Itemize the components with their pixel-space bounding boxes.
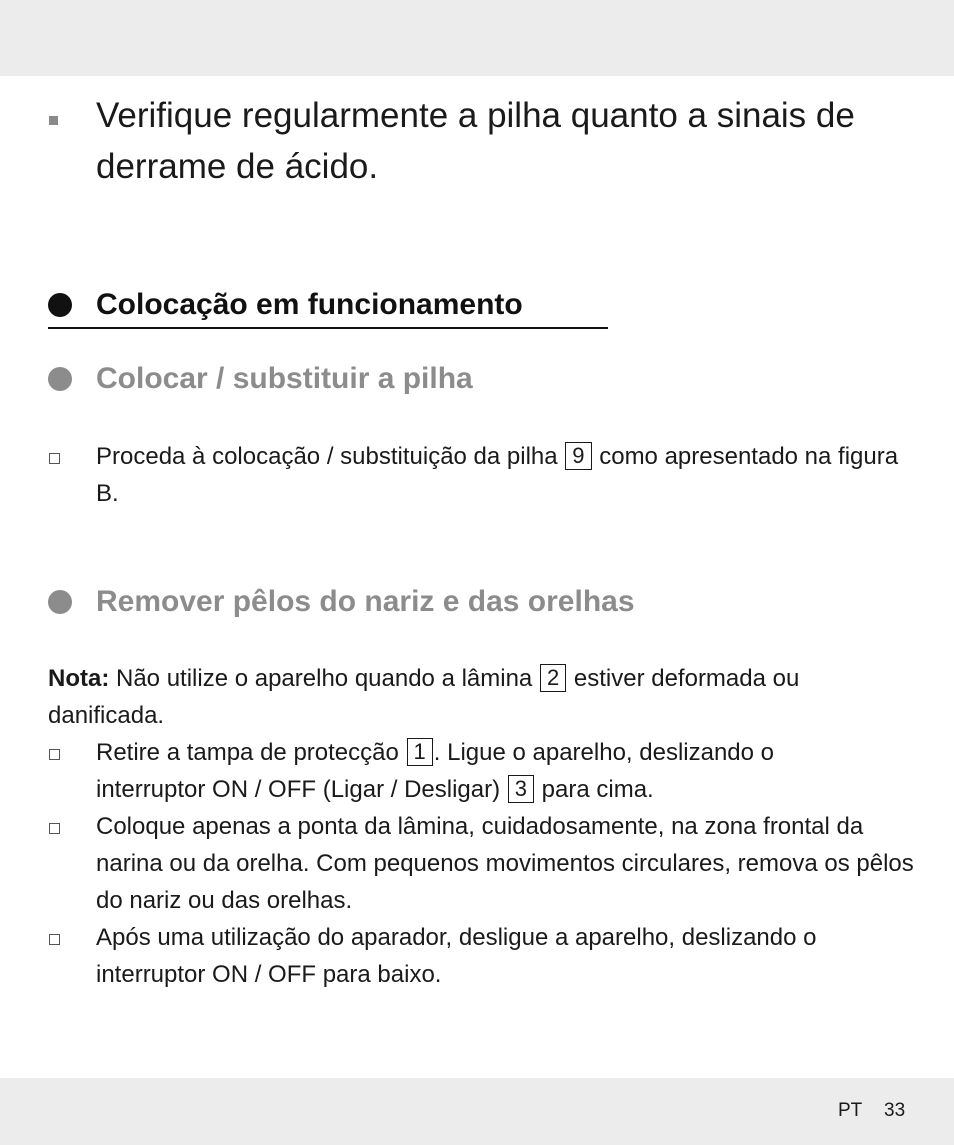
section-underline	[48, 327, 608, 329]
section-title-battery: Colocar / substituir a pilha	[96, 362, 473, 395]
note-before: Não utilize o aparelho quando a lâmina	[109, 665, 539, 692]
note-after: estiver deformada ou danificada.	[48, 665, 800, 729]
battery-step-before: Proceda à colocação / substituição da pilha	[96, 443, 565, 470]
section-dot-icon	[48, 293, 72, 317]
step-checkbox-icon	[49, 934, 60, 945]
step1-part2: . Ligue o aparelho, deslizando o interruptor ON / OFF (Ligar / Desligar)	[96, 739, 775, 803]
ref-number-2: 2	[540, 664, 566, 692]
intro-text: Verifique regularmente a pilha quanto a sinais de derrame de ácido.	[96, 96, 855, 186]
top-band	[0, 0, 954, 76]
step-checkbox-icon	[49, 823, 60, 834]
step1-part3: para cima.	[535, 776, 654, 803]
hair-step-2: Coloque apenas a ponta da lâmina, cuidadosamente, na zona frontal da narina ou da orelha. Com pequenos movimentos circulares, remova os pêlos do nariz ou das orelhas.	[96, 813, 914, 914]
section-title-hair: Remover pêlos do nariz e das orelhas	[96, 585, 635, 618]
ref-number-3: 3	[508, 775, 534, 803]
bottom-band	[0, 1078, 954, 1145]
step-checkbox-icon	[49, 749, 60, 760]
hair-step-1	[96, 734, 886, 808]
square-bullet-icon	[49, 116, 58, 125]
note-text	[48, 660, 913, 734]
step-checkbox-icon	[49, 453, 60, 464]
step1-part1: Retire a tampa de protecção	[96, 739, 406, 766]
ref-number-1: 1	[407, 738, 433, 766]
subsection-dot-icon	[48, 367, 72, 391]
subsection-dot-icon	[48, 590, 72, 614]
battery-step-text	[96, 438, 916, 512]
ref-number-9: 9	[565, 442, 591, 470]
footer-page-number: 33	[884, 1100, 906, 1121]
section-title-main: Colocação em funcionamento	[96, 288, 523, 321]
battery-step-after: como apresentado na figura B.	[96, 443, 899, 507]
note-label: Nota:	[48, 665, 110, 692]
footer-language: PT	[838, 1100, 863, 1121]
hair-step-3: Após uma utilização do aparador, desligue a aparelho, deslizando o interruptor ON / OFF para baixo.	[96, 924, 817, 988]
